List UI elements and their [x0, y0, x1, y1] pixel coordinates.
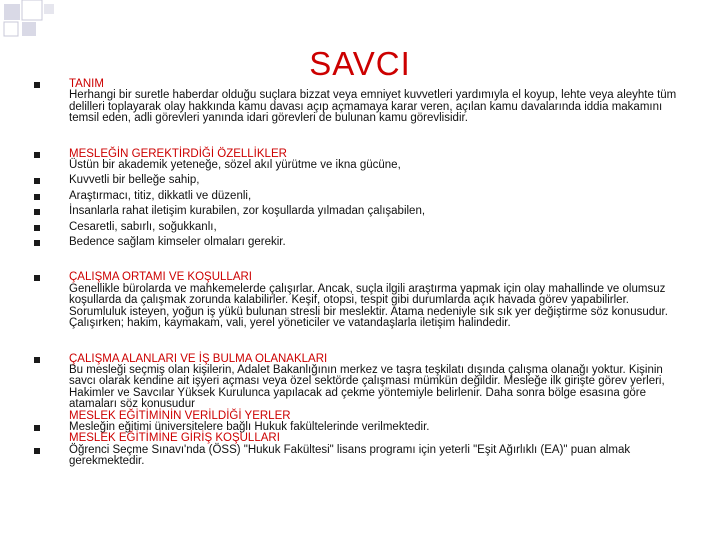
section-text: Öğrenci Seçme Sınavı'nda (ÖSS) "Hukuk Fakültesi" lisans programı için yeterli "Eşit Ağırlıklı (EA)" puan almak gerekmektedir. [69, 443, 631, 468]
section-heading: MESLEK EĞİTİMİNİN VERİLDİĞİ YERLER [69, 409, 291, 422]
section-text: Araştırmacı, titiz, dikkatli ve düzenli, [69, 189, 252, 202]
section-heading: MESLEK EĞİTİMİNE GİRİŞ KOŞULLARI [69, 432, 280, 445]
section-heading: ÇALIŞMA ORTAMI VE KOŞULLARI [69, 271, 252, 284]
deco-square [22, 22, 36, 36]
list-item-tanim [34, 79, 684, 125]
list-item-ozellik [34, 149, 684, 172]
section-heading: TANIM [69, 78, 104, 90]
section-text: Cesaretli, sabırlı, soğukkanlı, [69, 220, 217, 233]
page-title: SAVCI [309, 45, 411, 82]
deco-square [22, 0, 42, 20]
deco-square [4, 22, 18, 36]
section-heading: MESLEĞİN GEREKTİRDİĞİ ÖZELLİKLER [69, 147, 287, 160]
list-item-calisma-ortami [34, 272, 684, 329]
section-text: Bedence sağlam kimseler olmaları gerekir. [69, 236, 286, 249]
corner-squares-decoration [0, 0, 720, 45]
content-list [34, 79, 684, 468]
list-item-ozellik [34, 175, 684, 186]
list-item-egitim-yerleri [34, 422, 684, 445]
section-text: İnsanlarla rahat iletişim kurabilen, zor koşullarda yılmadan çalışabilen, [69, 205, 426, 218]
list-item-ozellik [34, 237, 684, 248]
section-text: Mesleğin eğitimi üniversitelere bağlı Hukuk fakültelerinde verilmektedir. [69, 420, 430, 433]
section-heading: ÇALIŞMA ALANLARI VE İŞ BULMA OLANAKLARI [69, 352, 328, 365]
section-text: Kuvvetli bir belleğe sahip, [69, 174, 200, 187]
list-item-ozellik [34, 222, 684, 233]
section-text: Herhangi bir suretle haberdar olduğu suçlara bizzat veya emniyet kuvvetleri yardımıyla el koyup, lehte veya aleyhte tüm delilleri toplayarak olay hakkında kamu davası açıp açmamaya karar veren, açılan kamu davalarında iddia makamını temsil eden, adli görevleri yanında idari görevleri de bulunan kamu görevlisidir. [69, 89, 677, 125]
section-text: Bu mesleği seçmiş olan kişilerin, Adalet Bakanlığının merkez ve taşra teşkilatı dışında çalışma olanağı yoktur. Kişinin savcı olarak kendine ait işyeri açması veya özel sektörde çalışması mümkün değildir. Mesleğe ilk girişte görev yerleri, Hakimler ve Savcılar Yüksek Kurulunca yapılacak ad çekme yöntemiyle belirlenir. Daha sonra bölge esasına göre atamaları söz konusudur [69, 363, 665, 411]
list-item-egitime-giris [34, 445, 684, 468]
deco-square [4, 4, 20, 20]
list-item-ozellik [34, 191, 684, 202]
list-item-calisma-alanlari [34, 354, 684, 422]
deco-square [44, 4, 54, 14]
list-item-ozellik [34, 206, 684, 217]
section-text: Üstün bir akademik yeteneğe, sözel akıl yürütme ve ikna gücüne, [69, 159, 401, 172]
section-text: Genellikle bürolarda ve mahkemelerde çalışırlar. Ancak, suçla ilgili araştırma yapmak için olay mahallinde ve olumsuz koşullarda da çalışmak zorunda kalabilirler. Keşif, otopsi, tespit gibi durumlarda açık havada görev yapabilirler. Sorumluluk isteyen, yoğun iş yükü bulunan stresli bir meslektir. Atama nedeniyle sık sık yer değiştirme söz konusudur. Çalışırken; hakim, kaymakam, vali, yerel yöneticiler ve vatandaşlarla iletişim halindedir. [69, 282, 668, 330]
